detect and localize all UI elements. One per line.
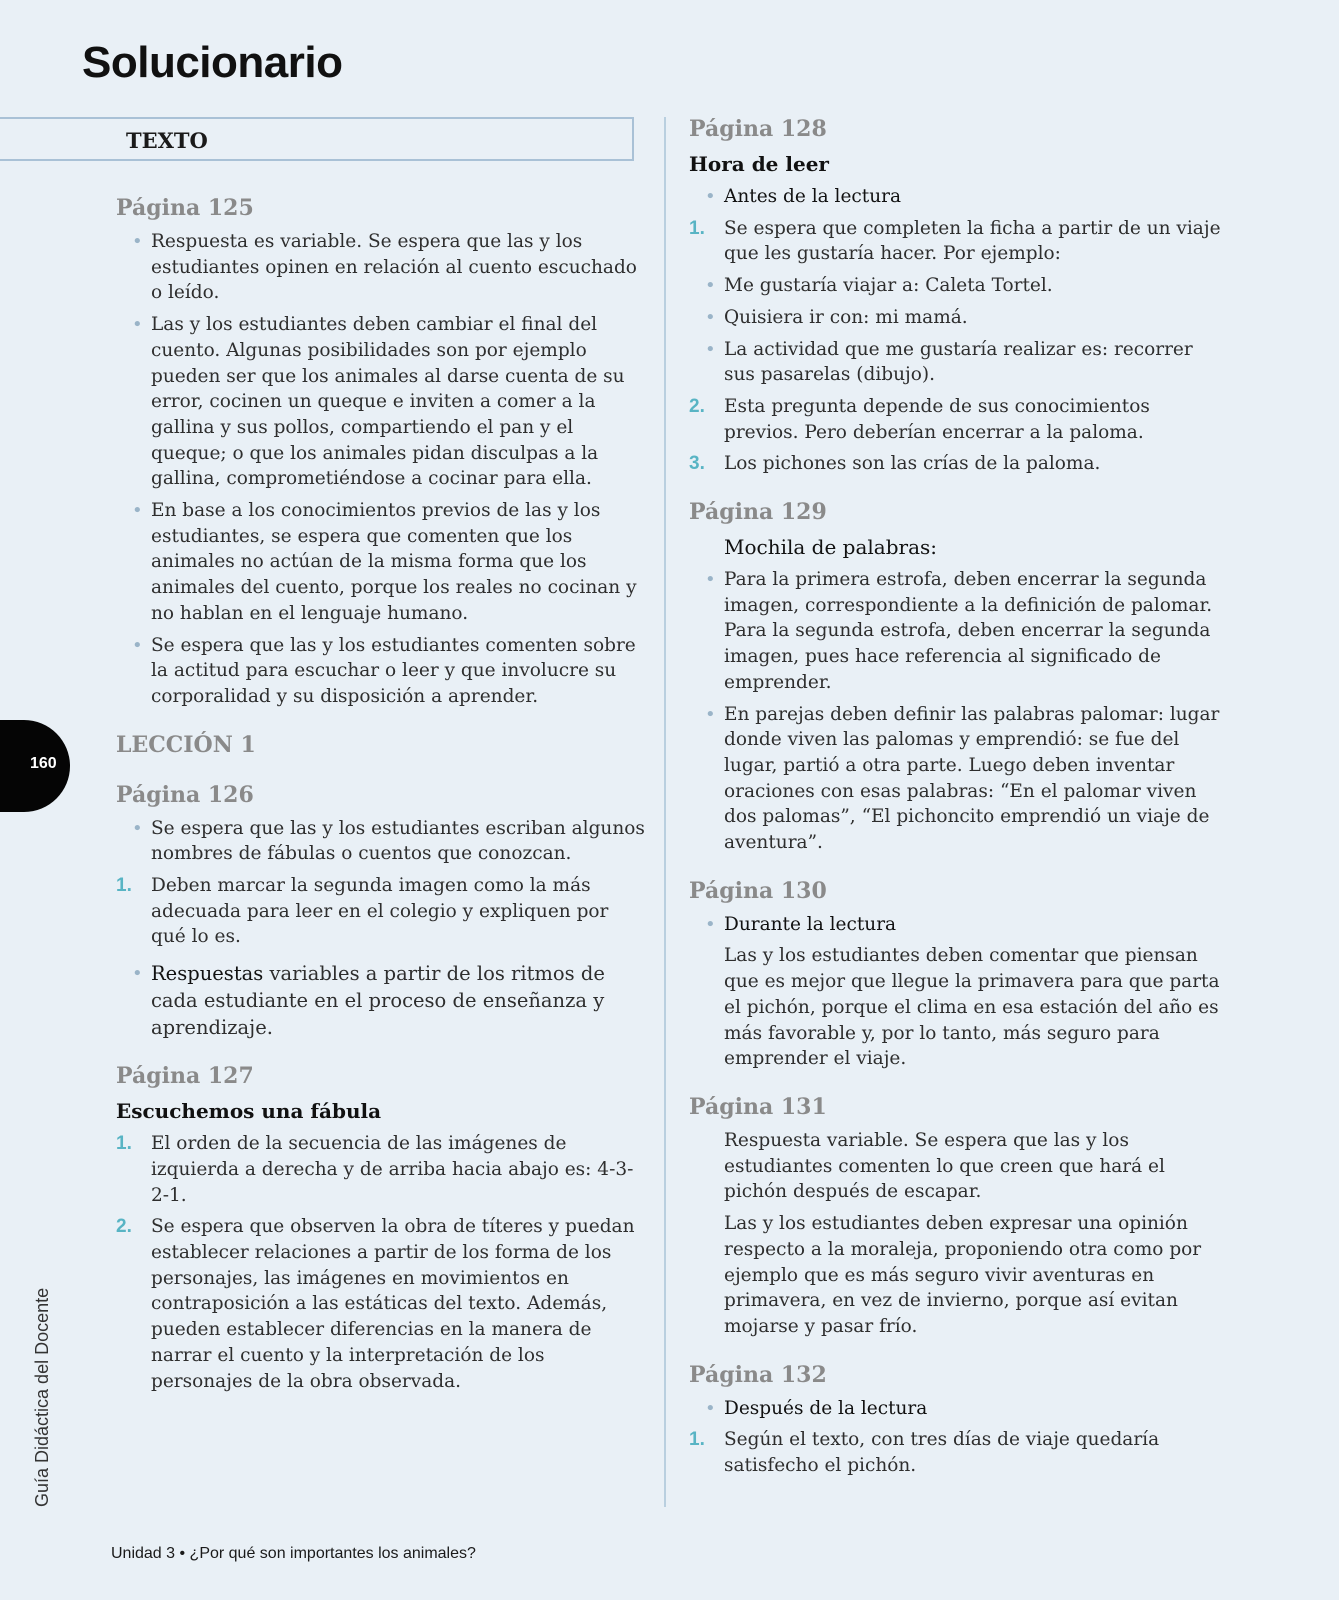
paragraph: Las y los estudiantes deben comentar que piensan que es mejor que llegue la primavera para que parta el pichón, porque el clima en esa estación del año es más favorable y, por lo tanto, más seguro para emprender el viaje. [724,945,1220,1070]
side-label: Guía Didáctica del Docente [32,1287,52,1507]
numbered-item: 3. Los pichones son las crías de la paloma. [689,451,1229,477]
item-number: 1. [116,1133,132,1155]
numbered-item: 1. Deben marcar la segunda imagen como la más adecuada para leer en el colegio y expliquen por qué lo es. [116,875,609,948]
page-heading-130: Página 130 [689,877,827,904]
bullet-icon: • [132,817,143,839]
list-item: • Después de la lectura [689,1396,1229,1422]
page-heading-131: Página 131 [689,1093,827,1120]
bullet-icon: • [705,186,716,207]
bullet-icon: • [705,913,716,935]
page-title: Solucionario [82,38,343,87]
section-header-box [0,117,634,161]
list-item: • Durante la lectura [689,912,1229,938]
list-item: • La actividad que me gustaría realizar es: recorrer sus pasarelas (dibujo). [705,338,1193,386]
list-item: • Antes de la lectura [689,184,1229,210]
subheading: Escuchemos una fábula [116,1099,382,1124]
bullet-icon: • [132,314,143,336]
numbered-item: 2. Se espera que observen la obra de títeres y puedan establecer relaciones a partir de los forma de los personajes, las imágenes en movimientos en contraposición a las estáticas del texto. Además, pueden establecer diferencias en la manera de narrar el cuento y la interpretación de los personajes de la obra observada. [116,1216,635,1392]
bullet-icon: • [705,1397,716,1419]
bullet-icon: • [705,306,716,328]
page-heading-129: Página 129 [689,499,827,526]
bullet-icon: • [705,275,716,297]
item-number: 2. [689,395,705,417]
item-number: 3. [689,453,705,475]
bullet-icon: • [705,703,716,725]
section-title: TEXTO [126,128,208,153]
item-number: 1. [689,217,705,239]
list-item: • En base a los conocimientos previos de las y los estudiantes, se espera que comenten que los animales no actúan de la misma forma que los animales del cuento, porque los reales no cocinan y no hablan en el lenguaje humano. [132,500,637,624]
list-item: • Se espera que las y los estudiantes comenten sobre la actitud para escuchar o leer y que involucre su corporalidad y su disposición a aprender. [132,634,636,707]
item-number: 1. [116,875,132,897]
page-heading-125: Página 125 [116,195,254,221]
list-item: • Respuesta es variable. Se espera que las y los estudiantes opinen en relación al cuento escuchado o leído. [132,231,637,304]
subheading: Mochila de palabras: [724,535,938,560]
paragraph: Las y los estudiantes deben expresar una opinión respecto a la moraleja, proponiendo otra como por ejemplo que es más seguro vivir aventuras en primavera, en vez de invierno, porque así evitan mojarse y pasar frío. [724,1213,1202,1337]
page-number: 160 [30,755,57,772]
bullet-icon: • [132,500,143,522]
page-number-tab [0,720,70,812]
numbered-item: 1. Según el texto, con tres días de viaje quedaría satisfecho el pichón. [689,1429,1160,1477]
page-heading-126: Página 126 [116,781,254,808]
bullet-icon: • [132,634,143,656]
page-heading-132: Página 132 [689,1361,827,1388]
bullet-icon: • [132,963,143,985]
list-item: • Quisiera ir con: mi mamá. [689,305,1229,331]
left-column [116,193,646,1400]
column-divider [664,117,666,1507]
numbered-item: 1. Se espera que completen la ficha a partir de un viaje que les gustaría hacer. Por ejemplo: [689,217,1221,265]
right-column [689,114,1229,1485]
paragraph: Respuesta variable. Se espera que las y los estudiantes comenten lo que creen que hará el pichón después de escapar. [724,1129,1165,1203]
list-item: • Para la primera estrofa, deben encerrar la segunda imagen, correspondiente a la definición de palomar. Para la segunda estrofa, deben encerrar la segunda imagen, pues hace referencia al significado de emprender. [705,569,1213,693]
list-item: • Las y los estudiantes deben cambiar el final del cuento. Algunas posibilidades son por ejemplo pueden ser que los animales al darse cuenta de su error, cocinen un queque e inviten a comer a la gallina y sus pollos, compartiendo el pan y el queque; o que los animales pidan disculpas a la gallina, comprometiéndose a cocinar para ella. [132,314,625,490]
list-item: • En parejas deben definir las palabras palomar: lugar donde viven las palomas y emprendió: se fue del lugar, partió a otra parte. Luego deben inventar oraciones con esas palabras: “En el palomar viven dos palomas”, “El pichoncito emprendió un viaje de aventura”. [705,703,1220,854]
list-item: • Se espera que las y los estudiantes escriban algunos nombres de fábulas o cuentos que conozcan. [132,817,645,865]
lesson-heading: LECCIÓN 1 [116,731,256,758]
footer-unit-title: Unidad 3 • ¿Por qué son importantes los animales? [111,1545,476,1562]
list-item: • Respuestas variables a partir de los ritmos de cada estudiante en el proceso de enseñanza y aprendizaje. [132,962,605,1040]
item-number: 2. [116,1216,132,1238]
numbered-item: 2. Esta pregunta depende de sus conocimientos previos. Pero deberían encerrar a la paloma. [689,395,1150,443]
page-heading-128: Página 128 [689,116,827,142]
list-item: • Me gustaría viajar a: Caleta Tortel. [689,273,1229,299]
bullet-icon: • [705,569,716,591]
subheading: Hora de leer [689,152,829,176]
bullet-icon: • [132,231,143,252]
numbered-item: 1. El orden de la secuencia de las imágenes de izquierda a derecha y de arriba hacia abajo es: 4-3-2-1. [116,1133,634,1206]
page-heading-127: Página 127 [116,1063,254,1090]
item-number: 1. [689,1429,705,1451]
bullet-icon: • [705,338,716,360]
